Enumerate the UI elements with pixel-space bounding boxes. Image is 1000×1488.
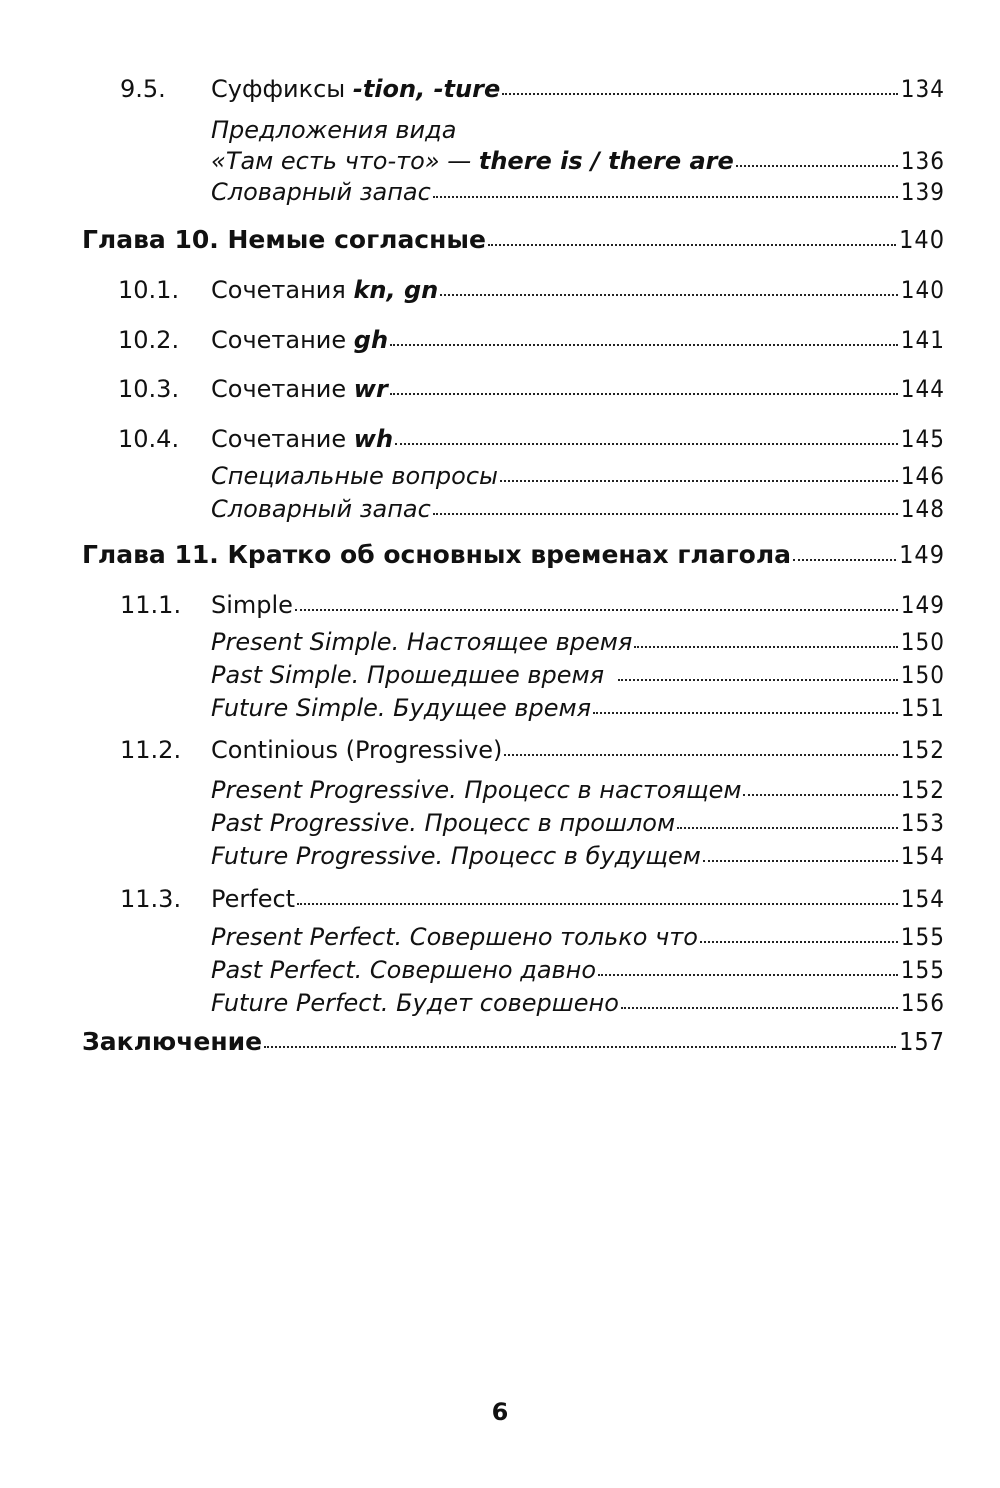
section-number: 10.2. xyxy=(118,326,180,354)
toc-conclusion[interactable] xyxy=(82,1027,945,1057)
page-number: 146 xyxy=(900,462,945,490)
dot-leader xyxy=(621,1006,898,1009)
toc-subentry-present-progressive[interactable] xyxy=(211,775,945,805)
section-number: 11.1. xyxy=(120,591,182,619)
toc-subentry-future-simple[interactable] xyxy=(211,693,945,723)
toc-entry-title: Future Progressive. Процесс в будущем xyxy=(211,842,701,870)
toc-entry-title: Сочетание wr xyxy=(211,375,388,403)
toc-subentry-vocabulary[interactable] xyxy=(211,494,945,524)
toc-entry-10-4[interactable] xyxy=(211,424,945,454)
toc-entry-title: Специальные вопросы xyxy=(211,462,498,490)
dot-leader xyxy=(700,940,898,943)
toc-subentry-title-line: Предложения вида xyxy=(211,116,457,144)
section-number: 11.2. xyxy=(120,736,182,764)
toc-entry-title: «Там есть что-то» — there is / there are xyxy=(211,147,734,175)
page-number: 154 xyxy=(900,842,945,870)
page-number: 145 xyxy=(900,425,945,453)
toc-subentry-present-simple[interactable] xyxy=(211,627,945,657)
page-number: 149 xyxy=(899,540,945,569)
toc-entry-title: Сочетание wh xyxy=(211,425,394,453)
toc-subentry-future-perfect[interactable] xyxy=(211,988,945,1018)
toc-entry-title: Past Perfect. Совершено давно xyxy=(211,956,597,984)
page-number: 157 xyxy=(899,1027,945,1056)
toc-entry-title: Past Simple. Прошедшее время xyxy=(211,661,605,689)
page-number: 144 xyxy=(900,375,945,403)
toc-entry-title: Словарный запас xyxy=(211,495,431,523)
toc-chapter-10[interactable] xyxy=(82,225,945,255)
dot-leader xyxy=(504,753,897,756)
page-number: 149 xyxy=(900,591,945,619)
dot-leader xyxy=(264,1045,896,1048)
dot-leader xyxy=(500,479,898,482)
section-number: 10.4. xyxy=(118,425,180,453)
section-number: 9.5. xyxy=(120,75,166,103)
section-number: 11.3. xyxy=(120,885,182,913)
toc-entry-title: Continious (Progressive) xyxy=(211,736,503,764)
page-number: 140 xyxy=(900,276,945,304)
toc-entry-title: Future Perfect. Будет совершено xyxy=(211,989,619,1017)
toc-chapter-11[interactable] xyxy=(82,540,945,570)
page-number: 153 xyxy=(900,809,945,837)
toc-entry-11-2[interactable] xyxy=(211,735,945,765)
dot-leader xyxy=(440,293,898,296)
dot-leader xyxy=(502,92,898,95)
toc-subentry-past-simple[interactable] xyxy=(211,660,945,690)
page-number: 155 xyxy=(900,956,945,984)
chapter-title: Заключение xyxy=(82,1027,263,1056)
dot-leader xyxy=(634,645,897,648)
page-number: 155 xyxy=(900,923,945,951)
toc-entry-11-1[interactable] xyxy=(211,590,945,620)
dot-leader xyxy=(703,859,898,862)
toc-entry-title: Perfect xyxy=(211,885,296,913)
dot-leader xyxy=(433,195,898,198)
dot-leader xyxy=(593,711,898,714)
page-number: 148 xyxy=(900,495,945,523)
page-number: 139 xyxy=(900,178,945,206)
page-number: 151 xyxy=(900,694,945,722)
toc-entry-title: Past Progressive. Процесс в прошлом xyxy=(211,809,676,837)
page-number: 141 xyxy=(900,326,945,354)
toc-entry-10-2[interactable] xyxy=(211,325,945,355)
dot-leader xyxy=(297,902,898,905)
page-number: 152 xyxy=(900,776,945,804)
page-number: 156 xyxy=(900,989,945,1017)
page-footer-number: 6 xyxy=(491,1398,509,1426)
chapter-title: Глава 10. Немые согласные xyxy=(82,225,486,254)
toc-entry-title: Simple xyxy=(211,591,293,619)
toc-entry-title: Сочетание gh xyxy=(211,326,389,354)
dot-leader xyxy=(433,512,898,515)
dot-leader xyxy=(390,343,898,346)
page-number: 150 xyxy=(900,661,945,689)
toc-entry-11-3[interactable] xyxy=(211,884,945,914)
toc-subentry-special-questions[interactable] xyxy=(211,461,945,491)
toc-entry-title: Present Progressive. Процесс в настоящем xyxy=(211,776,742,804)
dot-leader xyxy=(395,442,898,445)
toc-subentry-past-progressive[interactable] xyxy=(211,808,945,838)
toc-entry-10-1[interactable] xyxy=(211,275,945,305)
toc-entry-10-3[interactable] xyxy=(211,374,945,404)
dot-leader xyxy=(677,826,898,829)
toc-entry-title: Present Perfect. Совершено только что xyxy=(211,923,698,951)
dot-leader xyxy=(488,243,896,246)
page-number: 150 xyxy=(900,628,945,656)
dot-leader xyxy=(743,793,897,796)
page-number: 140 xyxy=(899,225,945,254)
toc-entry-title: Суффиксы -tion, -ture xyxy=(211,75,501,103)
section-number: 10.3. xyxy=(118,375,180,403)
dot-leader xyxy=(618,678,898,681)
toc-entry-title: Present Simple. Настоящее время xyxy=(211,628,633,656)
page-number: 154 xyxy=(900,885,945,913)
page-number: 134 xyxy=(900,75,945,103)
toc-entry-title: Словарный запас xyxy=(211,178,431,206)
chapter-title: Глава 11. Кратко об основных временах глагола xyxy=(82,540,792,569)
dot-leader xyxy=(295,608,898,611)
toc-subentry-future-progressive[interactable] xyxy=(211,841,945,871)
page-number: 136 xyxy=(900,147,945,175)
toc-subentry-present-perfect[interactable] xyxy=(211,922,945,952)
dot-leader xyxy=(736,164,898,167)
section-number: 10.1. xyxy=(118,276,180,304)
toc-entry-title: Сочетания kn, gn xyxy=(211,276,439,304)
toc-entry-9-5[interactable] xyxy=(211,74,945,104)
toc-subentry-there-is[interactable] xyxy=(211,146,945,176)
dot-leader xyxy=(598,973,898,976)
toc-subentry-vocabulary[interactable] xyxy=(211,177,945,207)
toc-entry-title: Future Simple. Будущее время xyxy=(211,694,592,722)
dot-leader xyxy=(390,392,898,395)
page-number: 152 xyxy=(900,736,945,764)
dot-leader xyxy=(793,558,896,561)
toc-subentry-past-perfect[interactable] xyxy=(211,955,945,985)
